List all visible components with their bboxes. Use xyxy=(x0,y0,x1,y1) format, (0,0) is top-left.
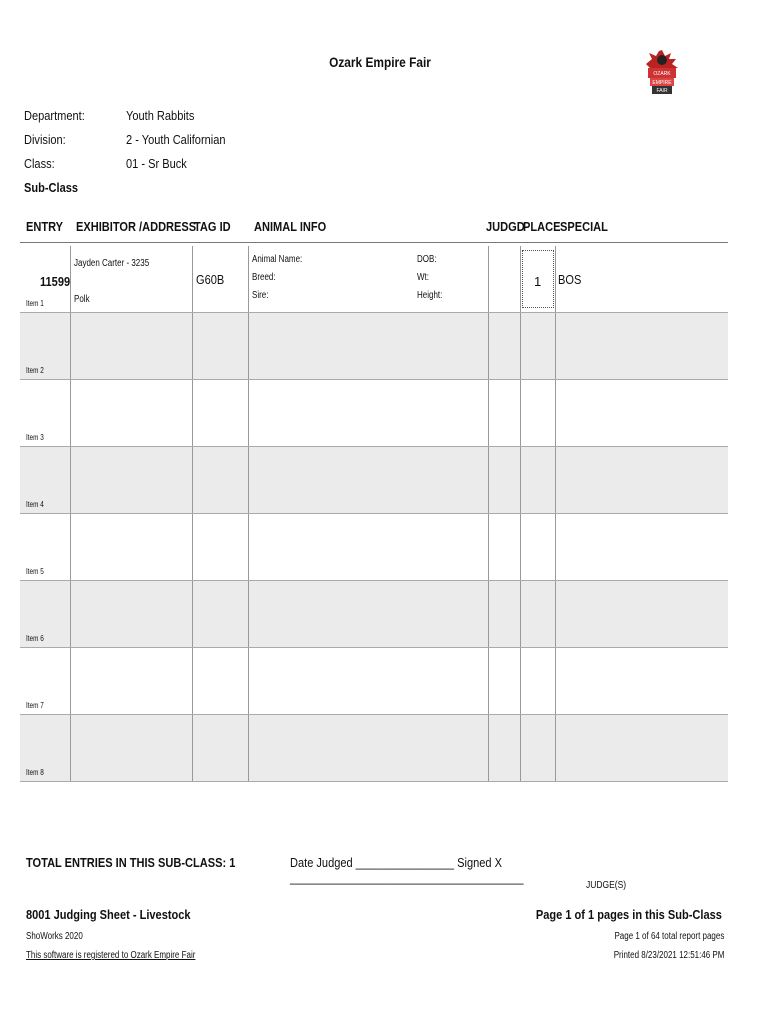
exhibitor-name: Jayden Carter - 3235 xyxy=(74,258,150,269)
table-row xyxy=(20,581,728,648)
animal-name-label: Animal Name: xyxy=(252,254,303,265)
judges-label: JUDGE(S) xyxy=(586,880,627,891)
table-row xyxy=(20,715,728,782)
table-row xyxy=(20,313,728,380)
fair-logo xyxy=(644,48,680,98)
svg-text:OZARK: OZARK xyxy=(653,71,671,77)
item-label: Item 8 xyxy=(26,768,44,777)
sheet-title: 8001 Judging Sheet - Livestock xyxy=(26,907,191,922)
printed-timestamp: Printed 8/23/2021 12:51:46 PM xyxy=(613,950,724,961)
table-row xyxy=(20,380,728,447)
place-value: 1 xyxy=(534,274,542,289)
item-label: Item 6 xyxy=(26,634,44,643)
table-row xyxy=(20,246,728,313)
page-count: Page 1 of 1 pages in this Sub-Class xyxy=(535,907,722,922)
breed-label: Breed: xyxy=(252,272,276,283)
item-label: Item 7 xyxy=(26,701,44,710)
tag-id-value: G60B xyxy=(196,272,225,287)
column-special: SPECIAL xyxy=(560,219,608,234)
exhibitor-county: Polk xyxy=(74,294,90,305)
height-label: Height: xyxy=(417,290,443,301)
entry-number: 11599 xyxy=(40,274,71,289)
class-value: 01 - Sr Buck xyxy=(126,156,187,171)
column-animal-info: ANIMAL INFO xyxy=(254,219,327,234)
item-label: Item 2 xyxy=(26,366,44,375)
column-judged: JUDGD xyxy=(486,219,525,234)
sire-label: Sire: xyxy=(252,290,269,301)
registration-note: This software is registered to Ozark Empire Fair xyxy=(26,950,196,961)
svg-text:FAIR: FAIR xyxy=(656,88,668,94)
column-exhibitor: EXHIBITOR /ADDRESS xyxy=(76,219,197,234)
table-row xyxy=(20,514,728,581)
department-value: Youth Rabbits xyxy=(126,108,195,123)
wt-label: Wt: xyxy=(417,272,429,283)
total-report-pages: Page 1 of 64 total report pages xyxy=(614,931,724,942)
table-row xyxy=(20,648,728,715)
class-label: Class: xyxy=(24,156,55,171)
table-row xyxy=(20,447,728,514)
svg-text:EMPIRE: EMPIRE xyxy=(652,80,672,86)
column-entry: ENTRY xyxy=(26,219,64,234)
total-entries: TOTAL ENTRIES IN THIS SUB-CLASS: 1 xyxy=(26,855,236,870)
column-place: PLACE xyxy=(523,219,561,234)
item-label: Item 4 xyxy=(26,500,44,509)
item-label: Item 1 xyxy=(26,299,44,308)
software-name: ShoWorks 2020 xyxy=(26,931,83,942)
page-title: Ozark Empire Fair xyxy=(329,54,431,70)
department-label: Department: xyxy=(24,108,85,123)
date-judged-signature-line: Date Judged ________________ Signed X ______________________________________ xyxy=(290,855,524,885)
division-label: Division: xyxy=(24,132,66,147)
subclass-label: Sub-Class xyxy=(24,180,79,195)
item-label: Item 5 xyxy=(26,567,44,576)
column-tag-id: TAG ID xyxy=(194,219,231,234)
header-divider xyxy=(20,242,728,243)
special-value: BOS xyxy=(558,272,582,287)
division-value: 2 - Youth Californian xyxy=(126,132,226,147)
item-label: Item 3 xyxy=(26,433,44,442)
dob-label: DOB: xyxy=(417,254,437,265)
